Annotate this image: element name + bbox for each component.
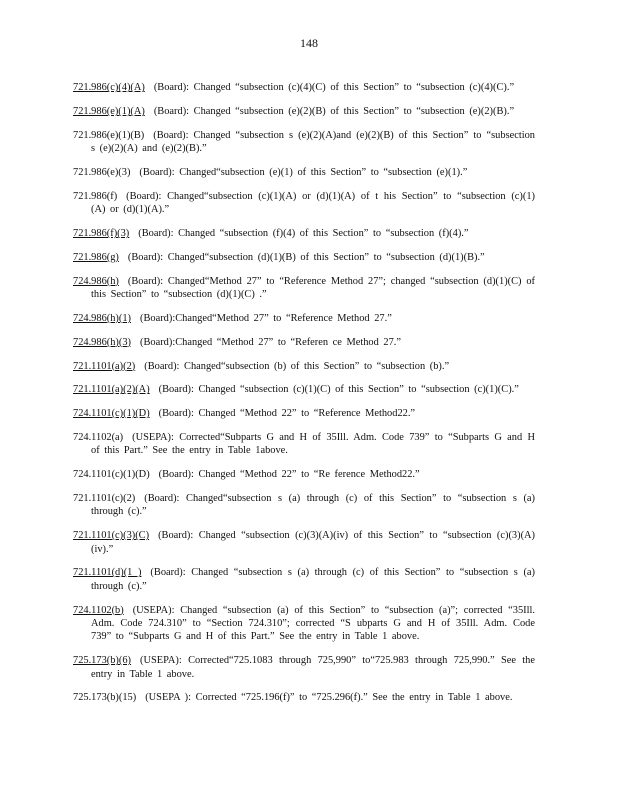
entry-text: (Board): Changed “subsection s (e)(2)(A)and (e)(2)(B) of this Section” to “subsection s (e)(2)(A) and (e)(2)(B).” bbox=[91, 129, 535, 155]
entry bbox=[73, 275, 535, 302]
entry-text: (Board): Changed“subsection (c)(1)(A) or (d)(1)(A) of t his Section” to “subsection (c)(1)(A) or (d)(1)(A).” bbox=[91, 190, 535, 216]
entry-text: (USEPA): Corrected“Subparts G and H of 35Ill. Adm. Code 739” to “Subparts G and H of this Part.” See the entry in Table 1above. bbox=[91, 431, 535, 457]
entry-text: (USEPA ): Corrected “725.196(f)” to “725.296(f).” See the entry in Table 1 above. bbox=[145, 692, 513, 704]
entry-ref: 725.173(b)(15) bbox=[73, 692, 137, 704]
entry bbox=[73, 566, 535, 593]
entry-ref: 721.986(f)(3) bbox=[73, 228, 130, 240]
entry-text: (Board): Changed“subsection (b) of this Section” to “subsection (b).” bbox=[144, 360, 450, 372]
entry-ref: 724.1102(b) bbox=[73, 604, 124, 616]
entry-text: (Board): Changed“subsection (d)(1)(B) of this Section” to “subsection (d)(1)(B).” bbox=[127, 251, 485, 263]
entry-text: (Board): Changed “subsection (e)(2)(B) of this Section” to “subsection (e)(2)(B).” bbox=[153, 106, 515, 118]
entry-ref: 721.986(g) bbox=[73, 251, 119, 263]
entry-ref: 721.1101(a)(2)(A) bbox=[73, 384, 150, 396]
entry bbox=[73, 691, 535, 704]
entry bbox=[73, 251, 535, 264]
entry-text: (Board):Changed“Method 27” to “Reference Method 27.” bbox=[140, 312, 392, 324]
entry-text: (Board): Changed “Method 22” to “Reference Method22.” bbox=[158, 408, 416, 420]
entry bbox=[73, 468, 535, 481]
entry-ref: 721.1101(d)(1 ) bbox=[73, 567, 142, 579]
entry bbox=[73, 166, 535, 179]
entry-ref: 724.986(h)(3) bbox=[73, 336, 132, 348]
entry bbox=[73, 336, 535, 349]
entry-text: (Board): Changed“subsection (e)(1) of this Section” to “subsection (e)(1).” bbox=[139, 167, 468, 179]
entry bbox=[73, 431, 535, 458]
entry-ref: 721.986(e)(3) bbox=[73, 167, 131, 179]
entry-ref: 724.986(h) bbox=[73, 275, 119, 287]
entry-ref: 721.986(e)(1)(B) bbox=[73, 129, 145, 141]
entry bbox=[73, 312, 535, 325]
entry-ref: 724.1102(a) bbox=[73, 431, 124, 443]
entry-text: (USEPA): Corrected“725.1083 through 725,990” to“725.983 through 725,990.” See the entry in Table 1 above. bbox=[91, 655, 535, 680]
entry-ref: 725.173(b)(6) bbox=[73, 655, 132, 667]
entry bbox=[73, 360, 535, 373]
entry-text: (USEPA): Changed “subsection (a) of this Section” to “subsection (a)”; corrected “35Ill. Adm. Code 724.310” to “Section 724.310”; corrected “S ubparts G and H of 35Ill. Adm. Code 739” to “Subparts G and H of this Part.” See the entry in Table 1 above. bbox=[91, 604, 535, 643]
entry bbox=[73, 604, 535, 644]
entry-text: (Board): Changed “subsection s (a) through (c) of this Section” to “subsection s (a) through (c).” bbox=[91, 567, 535, 592]
entry bbox=[73, 105, 535, 118]
entry bbox=[73, 81, 535, 94]
entry bbox=[73, 492, 535, 519]
entry bbox=[73, 129, 535, 156]
entry-text: (Board): Changed “subsection (c)(1)(C) of this Section” to “subsection (c)(1)(C).” bbox=[158, 384, 519, 396]
entry-ref: 721.986(c)(4)(A) bbox=[73, 82, 145, 94]
entry bbox=[73, 227, 535, 240]
entry-text: (Board): Changed “subsection (c)(4)(C) of this Section” to “subsection (c)(4)(C).” bbox=[153, 82, 515, 94]
entry-ref: 721.986(f) bbox=[73, 190, 118, 202]
entry-text: (Board): Changed “Method 22” to “Re ference Method22.” bbox=[158, 469, 420, 481]
entry-ref: 721.986(e)(1)(A) bbox=[73, 106, 145, 118]
entry bbox=[73, 654, 535, 681]
entry bbox=[73, 407, 535, 420]
entry-ref: 724.1101(c)(1)(D) bbox=[73, 469, 150, 481]
entry-text: (Board):Changed “Method 27” to “Referen ce Method 27.” bbox=[140, 336, 401, 348]
entry-ref: 721.1101(a)(2) bbox=[73, 360, 136, 372]
page-number: 148 bbox=[300, 36, 318, 50]
entry-text: (Board): Changed“subsection s (a) through (c) of this Section” to “subsection s (a) through (c).” bbox=[91, 492, 535, 518]
entries-list bbox=[73, 71, 535, 712]
entry-text: (Board): Changed“Method 27” to “Reference Method 27”; changed “subsection (d)(1)(C) of this Section” to “subsection (d)(1)(C) .” bbox=[91, 275, 535, 301]
entry-ref: 724.986(h)(1) bbox=[73, 312, 132, 324]
entry bbox=[73, 190, 535, 217]
entry-ref: 721.1101(c)(3)(C) bbox=[73, 530, 150, 542]
entry-text: (Board): Changed “subsection (f)(4) of this Section” to “subsection (f)(4).” bbox=[138, 228, 469, 240]
entry bbox=[73, 383, 535, 396]
entry-text: (Board): Changed “subsection (c)(3)(A)(iv) of this Section” to “subsection (c)(3)(A)(iv).” bbox=[91, 530, 535, 555]
entry-ref: 721.1101(c)(2) bbox=[73, 492, 136, 504]
entry-ref: 724.1101(c)(1)(D) bbox=[73, 408, 150, 420]
entry bbox=[73, 529, 535, 556]
